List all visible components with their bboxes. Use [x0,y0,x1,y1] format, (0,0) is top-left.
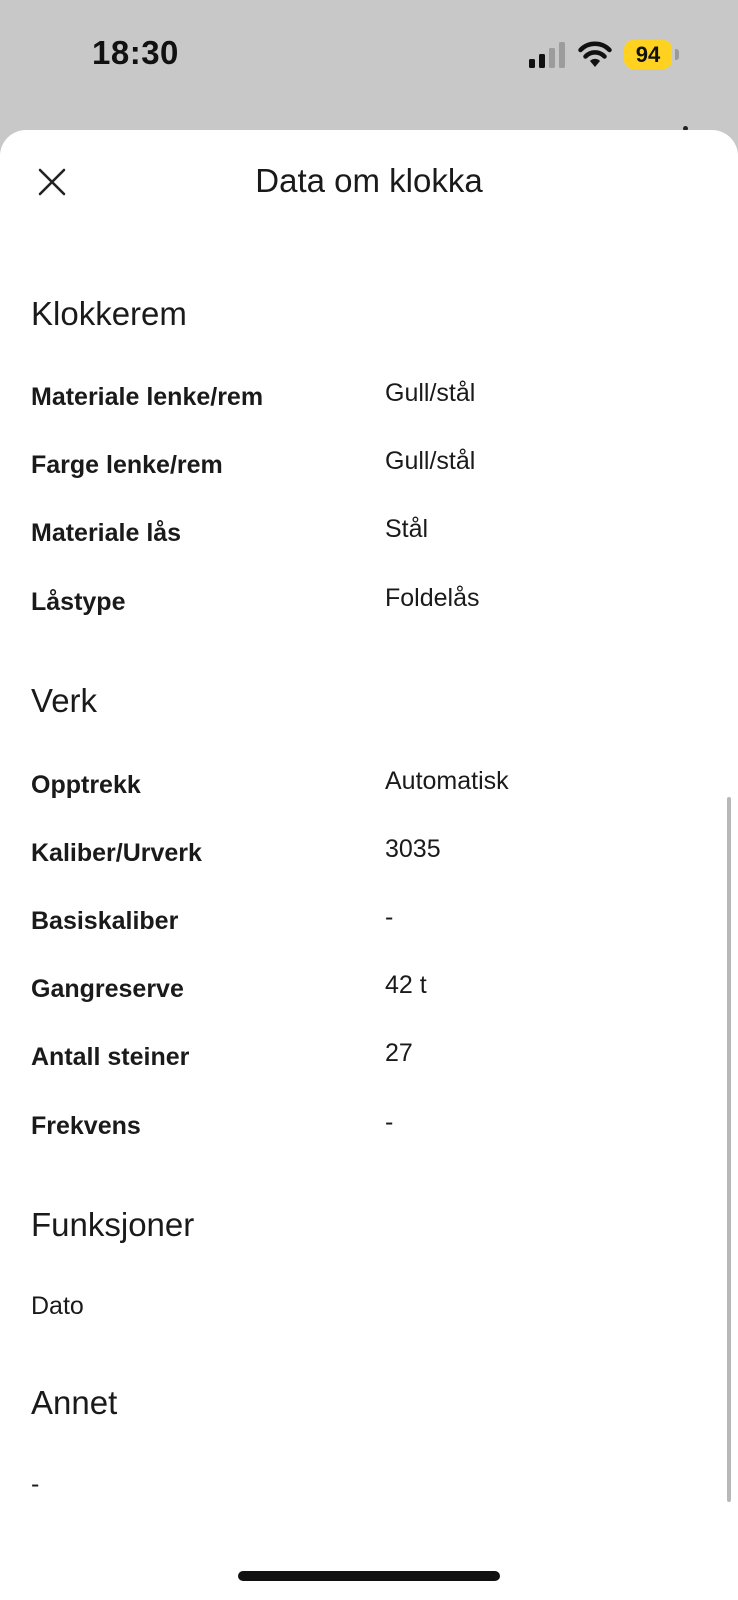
spec-row [31,971,711,1015]
spec-label: Frekvens [31,1112,141,1140]
spec-row [31,835,711,879]
spec-value: - [385,903,394,931]
spec-row [31,584,711,628]
spec-label: Låstype [31,588,126,616]
cellular-signal-icon [529,42,565,68]
spec-label: Antall steiner [31,1043,190,1071]
funksjoner-text: Dato [31,1292,84,1320]
battery-indicator: 94 [624,40,672,69]
spec-row [31,1108,711,1152]
spec-label: Opptrekk [31,771,141,799]
spec-label: Farge lenke/rem [31,451,223,479]
spec-value: 3035 [385,835,441,863]
spec-value: 42 t [385,971,427,999]
spec-value: Foldelås [385,584,480,612]
spec-label: Basiskaliber [31,907,179,935]
spec-label: Materiale lenke/rem [31,383,264,411]
watch-data-sheet [0,130,738,1600]
home-indicator[interactable] [238,1571,500,1581]
battery-cap [675,49,679,60]
spec-value: Automatisk [385,767,509,795]
spec-value: - [385,1108,394,1136]
spec-row [31,515,711,559]
spec-value: Gull/stål [385,379,476,407]
scrollbar[interactable] [727,797,731,1502]
spec-row [31,379,711,423]
sheet-title: Data om klokka [255,162,483,199]
spec-value: Gull/stål [385,447,476,475]
wifi-icon [578,40,612,68]
spec-label: Materiale lås [31,519,182,547]
spec-value: 27 [385,1039,413,1067]
status-time: 18:30 [92,34,179,71]
section-title-funksjoner: Funksjoner [31,1206,195,1243]
section-title-annet: Annet [31,1384,118,1421]
section-title-klokkerem: Klokkerem [31,295,187,332]
spec-row [31,767,711,811]
spec-label: Gangreserve [31,975,184,1003]
annet-text: - [31,1470,40,1498]
spec-row [31,1039,711,1083]
spec-value: Stål [385,515,429,543]
spec-row [31,903,711,947]
section-title-verk: Verk [31,682,98,719]
spec-row [31,447,711,491]
status-bar [0,0,738,120]
spec-label: Kaliber/Urverk [31,839,202,867]
